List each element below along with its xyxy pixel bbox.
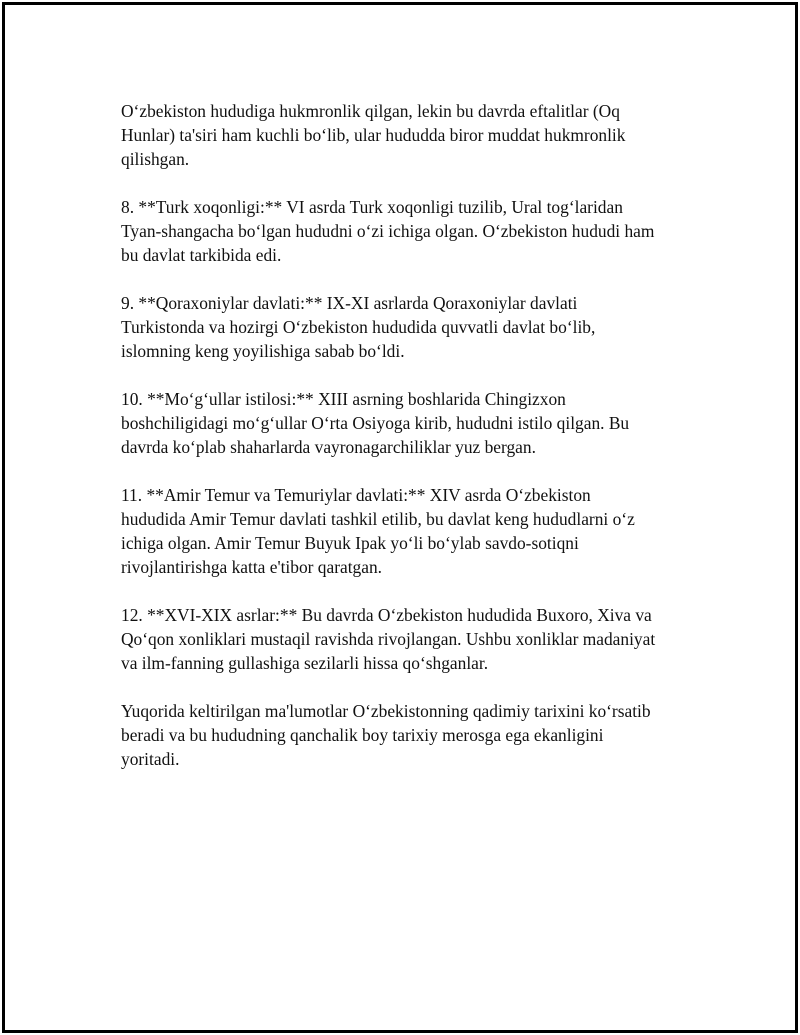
paragraph-qoraxoniylar: 9. **Qoraxoniylar davlati:** IX-XI asrlarda Qoraxoniylar davlati Turkistonda va hozirgi O‘zbekiston hududida quvvatli davlat bo‘lib, islomning keng yoyilishiga sabab bo‘ldi. [121, 293, 596, 361]
page-frame [2, 2, 798, 1033]
document-body [121, 99, 701, 795]
paragraph-xvi-xix: 12. **XVI-XIX asrlar:** Bu davrda O‘zbekiston hududida Buxoro, Xiva va Qo‘qon xonliklari mustaqil ravishda rivojlangan. Ushbu xonliklar madaniyat va ilm-fanning gullashiga sezilarli hissa qo‘shganlar. [121, 605, 656, 673]
paragraph-intro-continuation: O‘zbekiston hududiga hukmronlik qilgan, lekin bu davrda eftalitlar (Oq Hunlar) ta'siri ham kuchli bo‘lib, ular hududda biror muddat hukmronlik qilishgan. [121, 101, 626, 169]
paragraph-amir-temur: 11. **Amir Temur va Temuriylar davlati:** XIV asrda O‘zbekiston hududida Amir Temur davlati tashkil etilib, bu davlat keng hududlarni o‘z ichiga olgan. Amir Temur Buyuk Ipak yo‘li bo‘ylab savdo-sotiqni rivojlantirishga katta e'tibor qaratgan. [121, 485, 635, 577]
paragraph-conclusion: Yuqorida keltirilgan ma'lumotlar O‘zbekistonning qadimiy tarixini ko‘rsatib beradi va bu hududning qanchalik boy tarixiy merosga ega ekanligini yoritadi. [121, 701, 651, 769]
paragraph-mogullar: 10. **Mo‘g‘ullar istilosi:** XIII asrning boshlarida Chingizxon boshchiligidagi mo‘g‘ullar O‘rta Osiyoga kirib, hududni istilo qilgan. Bu davrda ko‘plab shaharlarda vayronagarchiliklar yuz bergan. [121, 389, 630, 457]
paragraph-turk-xoqonligi: 8. **Turk xoqonligi:** VI asrda Turk xoqonligi tuzilib, Ural tog‘laridan Tyan-shangacha bo‘lgan hududni o‘zi ichiga olgan. O‘zbekiston hududi ham bu davlat tarkibida edi. [121, 197, 655, 265]
